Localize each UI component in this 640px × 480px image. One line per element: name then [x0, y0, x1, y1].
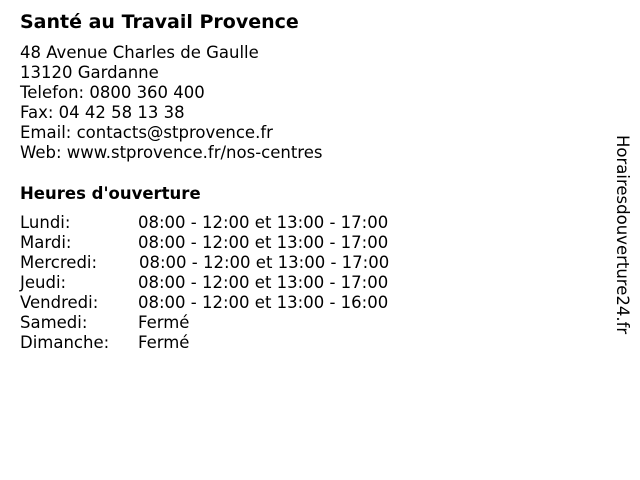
day-time: 08:00 - 12:00 et 13:00 - 17:00: [138, 273, 389, 292]
day-label: Samedi:: [20, 313, 88, 332]
business-name: Santé au Travail Provence: [20, 11, 299, 33]
day-time: 08:00 - 12:00 et 13:00 - 16:00: [138, 293, 389, 312]
web-line: Web: www.stprovence.fr/nos-centres: [20, 143, 323, 162]
day-time: Fermé: [138, 313, 190, 332]
email-line: Email: contacts@stprovence.fr: [20, 123, 273, 142]
day-time: Fermé: [138, 333, 190, 352]
day-time: 08:00 - 12:00 et 13:00 - 17:00: [139, 253, 390, 272]
day-label: Vendredi:: [20, 293, 99, 312]
day-label: Jeudi:: [20, 273, 67, 292]
day-label: Mardi:: [20, 233, 72, 252]
day-label: Mercredi:: [20, 253, 98, 272]
day-time: 08:00 - 12:00 et 13:00 - 17:00: [138, 233, 389, 252]
day-label: Dimanche:: [20, 333, 110, 352]
contact-block: [20, 43, 322, 163]
phone-line: Telefon: 0800 360 400: [20, 83, 205, 102]
hours-heading: Heures d'ouverture: [20, 184, 201, 203]
watermark-text: Horairesdouverture24.fr: [613, 135, 632, 335]
day-label: Lundi:: [20, 213, 71, 232]
day-time: 08:00 - 12:00 et 13:00 - 17:00: [138, 213, 389, 232]
address-city: 13120 Gardanne: [20, 63, 159, 82]
address-street: 48 Avenue Charles de Gaulle: [20, 43, 259, 62]
fax-line: Fax: 04 42 58 13 38: [20, 103, 185, 122]
